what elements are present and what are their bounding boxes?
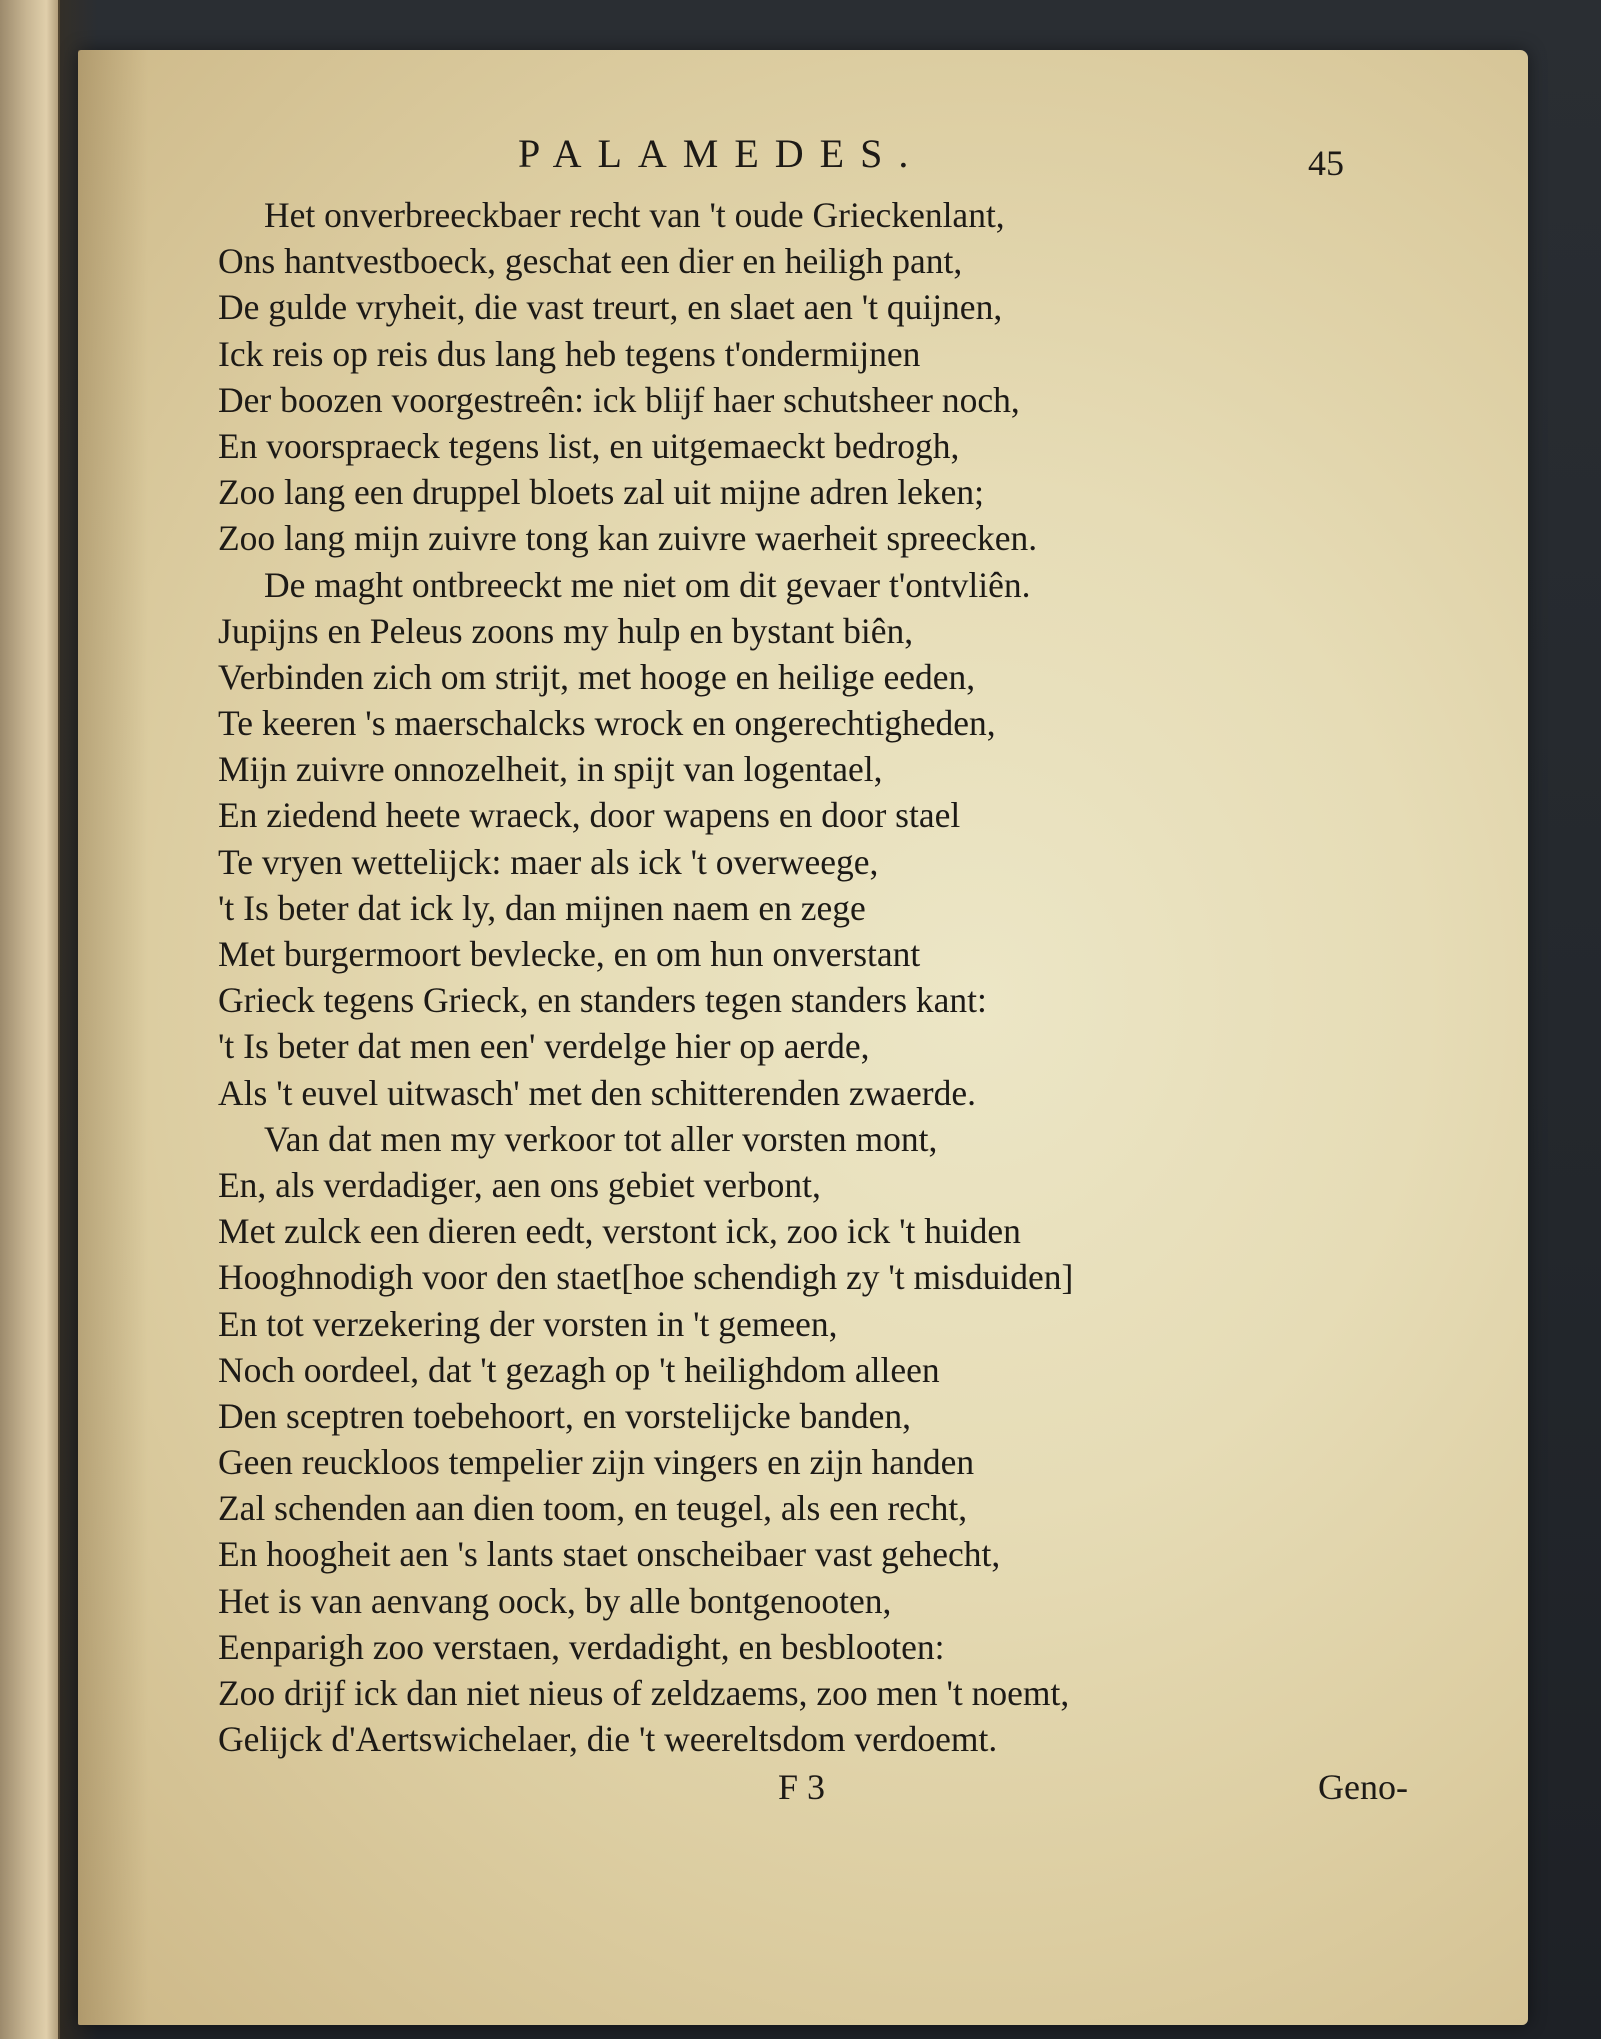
- verse-line: Het is van aenvang oock, by alle bontgenooten,: [218, 1580, 892, 1621]
- verse-line: Geen reuckloos tempelier zijn vingers en zijn handen: [218, 1442, 975, 1483]
- verse-line: Eenparigh zoo verstaen, verdadight, en besblooten:: [218, 1626, 945, 1667]
- verse-line: 't Is beter dat ick ly, dan mijnen naem en zege: [218, 887, 866, 928]
- signature-mark: F 3: [778, 1767, 826, 1808]
- verse-line: Mijn zuivre onnozelheit, in spijt van logentael,: [218, 749, 883, 790]
- verse-line: Zoo drijf ick dan niet nieus of zeldzaems, zoo men 't noemt,: [218, 1673, 1070, 1713]
- verse-line: Jupijns en Peleus zoons my hulp en bystant biên,: [218, 610, 914, 651]
- verse-line: Zoo lang mijn zuivre tong kan zuivre waerheit spreecken.: [218, 518, 1038, 559]
- verse-line: Zal schenden aan dien toom, en teugel, als een recht,: [218, 1488, 968, 1529]
- running-title: PALAMEDES.: [518, 131, 925, 176]
- verse-line: Het onverbreeckbaer recht van 't oude Grieckenlant,: [264, 195, 1005, 235]
- verse-line: Gelijck d'Aertswichelaer, die 't weereltsdom verdoemt.: [218, 1719, 998, 1760]
- verse-line: Noch oordeel, dat 't gezagh op 't heilighdom alleen: [218, 1349, 940, 1390]
- verse-line: Te keeren 's maerschalcks wrock en ongerechtigheden,: [218, 703, 996, 744]
- book-page: [78, 50, 1528, 2025]
- facing-page-edge: [0, 0, 60, 2039]
- verse-line: En, als verdadiger, aen ons gebiet verbont,: [218, 1164, 821, 1205]
- verse-line: En tot verzekering der vorsten in 't gemeen,: [218, 1303, 838, 1344]
- verse-line: Grieck tegens Grieck, en standers tegen standers kant:: [218, 980, 987, 1021]
- running-head: [218, 130, 1448, 192]
- verse-line: Der boozen voorgestreên: ick blijf haer schutsheer noch,: [218, 379, 1020, 420]
- page-footer: [218, 1766, 1448, 1816]
- verse-lines: [218, 192, 1448, 1762]
- verse-line: En hoogheit aen 's lants staet onscheibaer vast gehecht,: [218, 1534, 1001, 1575]
- verse-line: Ick reis op reis dus lang heb tegens t'ondermijnen: [218, 333, 921, 374]
- verse-line: Met burgermoort bevlecke, en om hun onverstant: [218, 934, 921, 974]
- catchword: Geno-: [1318, 1767, 1408, 1808]
- verse-line: Den sceptren toebehoort, en vorstelijcke banden,: [218, 1395, 911, 1436]
- verse-line: Hooghnodigh voor den staet[hoe schendigh zy 't misduiden]: [218, 1257, 1074, 1298]
- verse-line: Te vryen wettelijck: maer als ick 't overweege,: [218, 841, 879, 882]
- verse-line: Zoo lang een druppel bloets zal uit mijne adren leken;: [218, 472, 984, 513]
- verse-line: En ziedend heete wraeck, door wapens en door stael: [218, 795, 961, 836]
- verse-line: 't Is beter dat men een' verdelge hier op aerde,: [218, 1026, 870, 1067]
- verse-line: De maght ontbreeckt me niet om dit gevaer t'ontvliên.: [264, 564, 1031, 605]
- verse-line: Met zulck een dieren eedt, verstont ick, zoo ick 't huiden: [218, 1211, 1021, 1252]
- verse-line: Verbinden zich om strijt, met hooge en heilige eeden,: [218, 656, 976, 697]
- verse-line: Ons hantvestboeck, geschat een dier en heiligh pant,: [218, 241, 963, 282]
- verse-line: Als 't euvel uitwasch' met den schitterenden zwaerde.: [218, 1072, 977, 1113]
- page-number: 45: [1308, 143, 1344, 183]
- verse-line: Van dat men my verkoor tot aller vorsten mont,: [264, 1118, 938, 1159]
- verse-line: En voorspraeck tegens list, en uitgemaeckt bedrogh,: [218, 425, 960, 466]
- page-text: [218, 130, 1448, 1816]
- verse-line: De gulde vryheit, die vast treurt, en slaet aen 't quijnen,: [218, 287, 1003, 328]
